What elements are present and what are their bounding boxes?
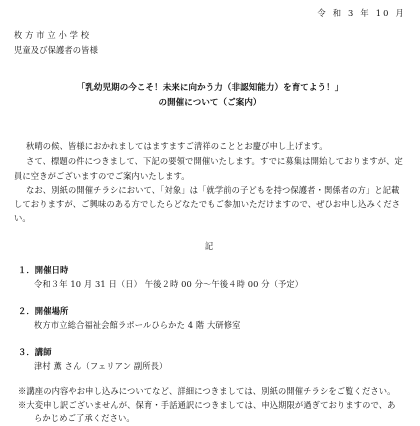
- intro-paragraph-1: 秋晴の候、皆様におかれましてはますますご清祥のこととお慶び申し上げます。: [26, 141, 328, 151]
- note-1: ※講座の内容やお申し込みについてなど、詳細につきましては、別紙の開催チラシをご覧ください。: [18, 386, 396, 396]
- issue-date: 令 和 3 年 10 月: [317, 8, 406, 18]
- section-heading-datetime: １．開催日時: [18, 265, 69, 275]
- intro-paragraph-2-line-1: さて、標題の件につきまして、下記の要領で開催いたします。すでに募集は開始しておりますが、定: [26, 156, 403, 166]
- intro-paragraph-2-line-2: 員に空きがございますのでご案内いたします。: [14, 171, 190, 181]
- intro-paragraph-3-line-1: なお、別紙の開催チラシにおいて、「対象」は「就学前の子どもを持つ保護者・関係者の方」と記載: [26, 185, 400, 195]
- intro-paragraph-3-line-3: い。: [14, 213, 31, 223]
- note-2-line-2: らかじめご了承ください。: [34, 413, 135, 423]
- document-title-line1: 「乳幼児期の今こそ！未来に向かう力（非認知能力）を育てよう！」: [76, 83, 344, 93]
- section-heading-lecturer: ３．講師: [18, 347, 52, 357]
- intro-paragraph-3-line-2: しておりますが、ご興味のある方でしたらどなたでもご参加いただけますので、ぜひお申し込みくださ: [14, 199, 401, 209]
- section-detail-datetime: 令和３年 10 月 31 日（日） 午後２時 00 分～午後４時 00 分（予定）: [34, 279, 304, 289]
- section-detail-venue: 枚方市立総合福祉会館ラポールひらかた 4 階 大研修室: [34, 320, 241, 330]
- section-heading-venue: ２．開催場所: [18, 306, 69, 316]
- note-2-line-1: ※大変申し訳ございませんが、保育・手話通訳につきましては、申込期限が過ぎておりますので、あ: [18, 400, 396, 410]
- sender-school: 枚 方 市 立 小 学 校: [14, 30, 90, 40]
- ki-heading: 記: [204, 241, 216, 251]
- document-title-line2: の開催について（ご案内）: [158, 98, 262, 108]
- recipients: 児童及び保護者の皆様: [14, 45, 98, 55]
- section-detail-lecturer: 津村 薫 さん（フェリアン 副所長）: [34, 361, 168, 371]
